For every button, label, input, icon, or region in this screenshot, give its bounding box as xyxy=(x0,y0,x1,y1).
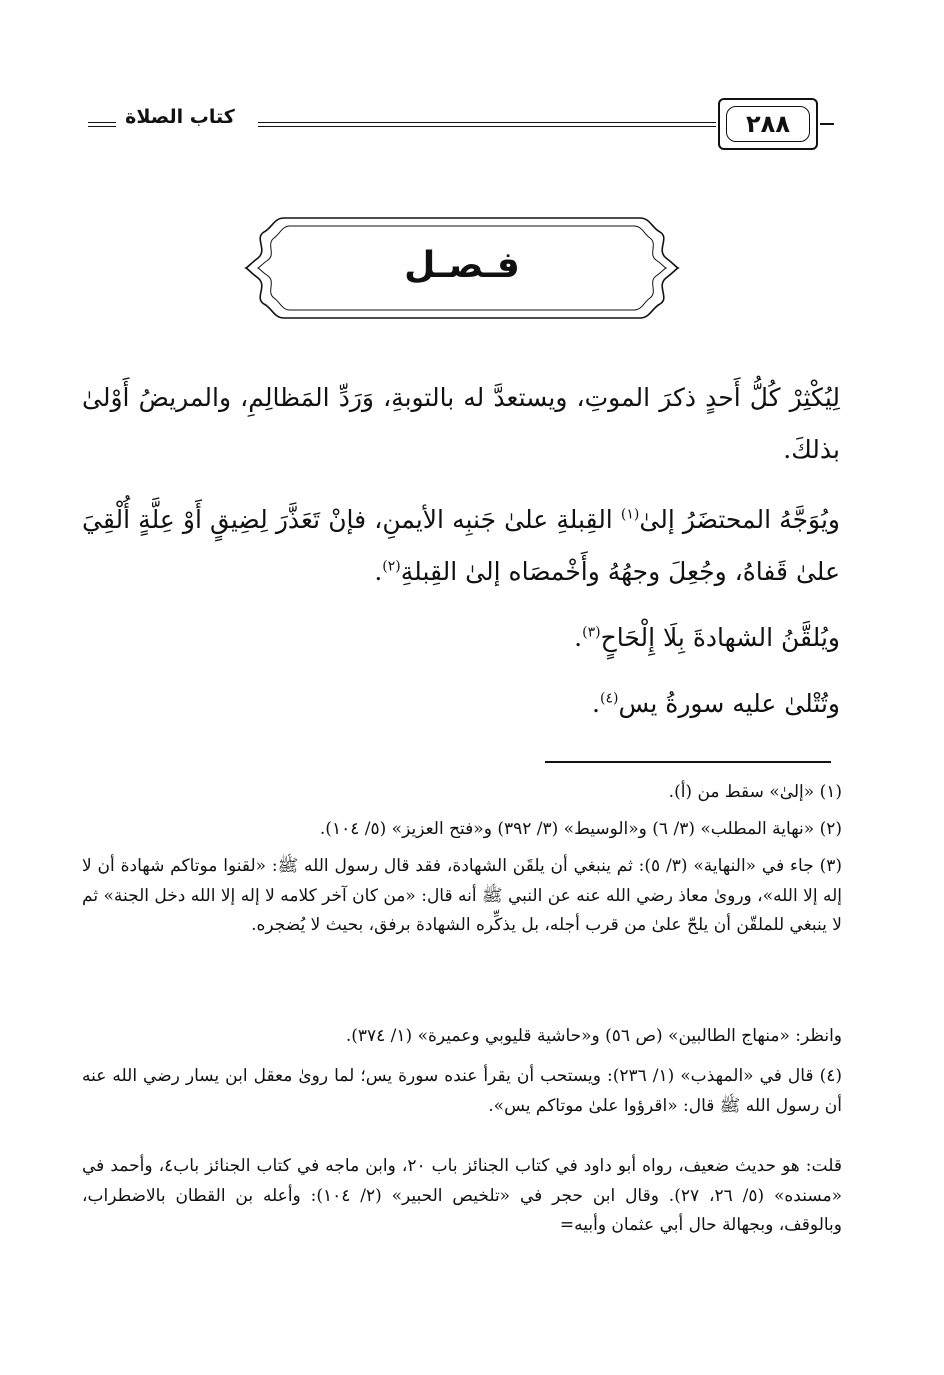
paragraph-text: ويُوَجَّهُ المحتضَرُ إلىٰ xyxy=(639,505,840,534)
paragraph-text: القِبلةِ علىٰ جَنبِه الأيمنِ، فإنْ تَعَذَّرَ لِضِيقٍ أَوْ عِلَّةٍ أُلْقِيَ علىٰ قَفاهُ، وجُعِلَ وجهُهُ وأَخْمصَاه إلىٰ القِبلةِ xyxy=(82,505,840,586)
footnote-4-note: قلت: هو حديث ضعيف، رواه أبو داود في كتاب الجنائز باب ٢٠، وابن ماجه في كتاب الجنائز باب٤، وأحمد في «مسنده» (٥/ ٢٦، ٢٧). وقال ابن حجر في «تلخيص الحبير» (٢/ ١٠٤): وأعله بن القطان بالاضطراب، وبالوقف، وبجهالة حال أبي عثمان وأبيه= xyxy=(82,1156,842,1235)
header-rule-left xyxy=(88,122,116,123)
paragraph-end: . xyxy=(592,689,600,718)
paragraph-text: ويُلقَّنُ الشهادةَ بِلَا إِلْحَاحٍ xyxy=(600,623,840,652)
paragraph-end: . xyxy=(374,557,383,586)
footnote-1: (١) «إلىٰ» سقط من (أ). xyxy=(668,782,842,802)
paragraph-text: وتُتْلىٰ عليه سورةُ يس xyxy=(618,689,840,718)
footnote-ref[interactable]: (٢) xyxy=(382,558,401,575)
page-number-frame xyxy=(718,98,818,150)
footnote-ref[interactable]: (٣) xyxy=(582,624,601,641)
footnote-ref[interactable]: (٤) xyxy=(599,690,619,707)
section-title: فـصـل xyxy=(404,245,520,286)
paragraph-text: لِيُكْثِرْ كُلُّ أَحدٍ ذكرَ الموتِ، ويستعدَّ له بالتوبةِ، وَرَدِّ المَظالِمِ، والمريضُ أَوْلىٰ بذلكَ. xyxy=(82,383,840,464)
header-rule-right xyxy=(820,123,834,125)
paragraph-end: . xyxy=(574,623,583,652)
footnote-3-see-also: وانظر: «منهاج الطالبين» (ص ٥٦) و«حاشية قليوبي وعميرة» (١/ ٣٧٤). xyxy=(345,1026,842,1046)
footnote-separator xyxy=(545,761,831,763)
body-paragraph-3 xyxy=(82,612,840,664)
body-paragraph-2 xyxy=(82,494,840,598)
footnote-4: (٤) قال في «المهذب» (١/ ٢٣٦): ويستحب أن يقرأ عنده سورة يس؛ لما روىٰ معقل ابن يسار رضي الله عنه أن رسول الله ﷺ قال: «اقرؤوا علىٰ موتاكم يس». xyxy=(82,1066,842,1116)
book-title: كتاب الصلاة xyxy=(125,106,235,128)
body-paragraph-1 xyxy=(82,372,840,476)
footnote-ref[interactable]: (١) xyxy=(620,506,640,523)
body-paragraph-4 xyxy=(82,678,840,730)
footnote-3: (٣) جاء في «النهاية» (٣/ ٥): ثم ينبغي أن يلقَن الشهادة، فقد قال رسول الله ﷺ: «لقنوا موتاكم شهادة أن لا إله إلا الله»، وروىٰ معاذ رضي الله عنه عن النبي ﷺ أنه قال: «من كان آخر كلامه لا إله إلا الله دخل الجنة» ثم لا ينبغي للملقّن أن يلحّ علىٰ من قرب أجله، بل يذكِّره الشهادة برفق، بحيث لا يُضجره. xyxy=(82,856,842,935)
footnote-2: (٢) «نهاية المطلب» (٣/ ٦) و«الوسيط» (٣/ ٣٩٢) و«فتح العزيز» (٥/ ١٠٤). xyxy=(319,819,842,839)
header-rule-middle xyxy=(258,122,716,123)
page-number: ٢٨٨ xyxy=(726,106,810,142)
